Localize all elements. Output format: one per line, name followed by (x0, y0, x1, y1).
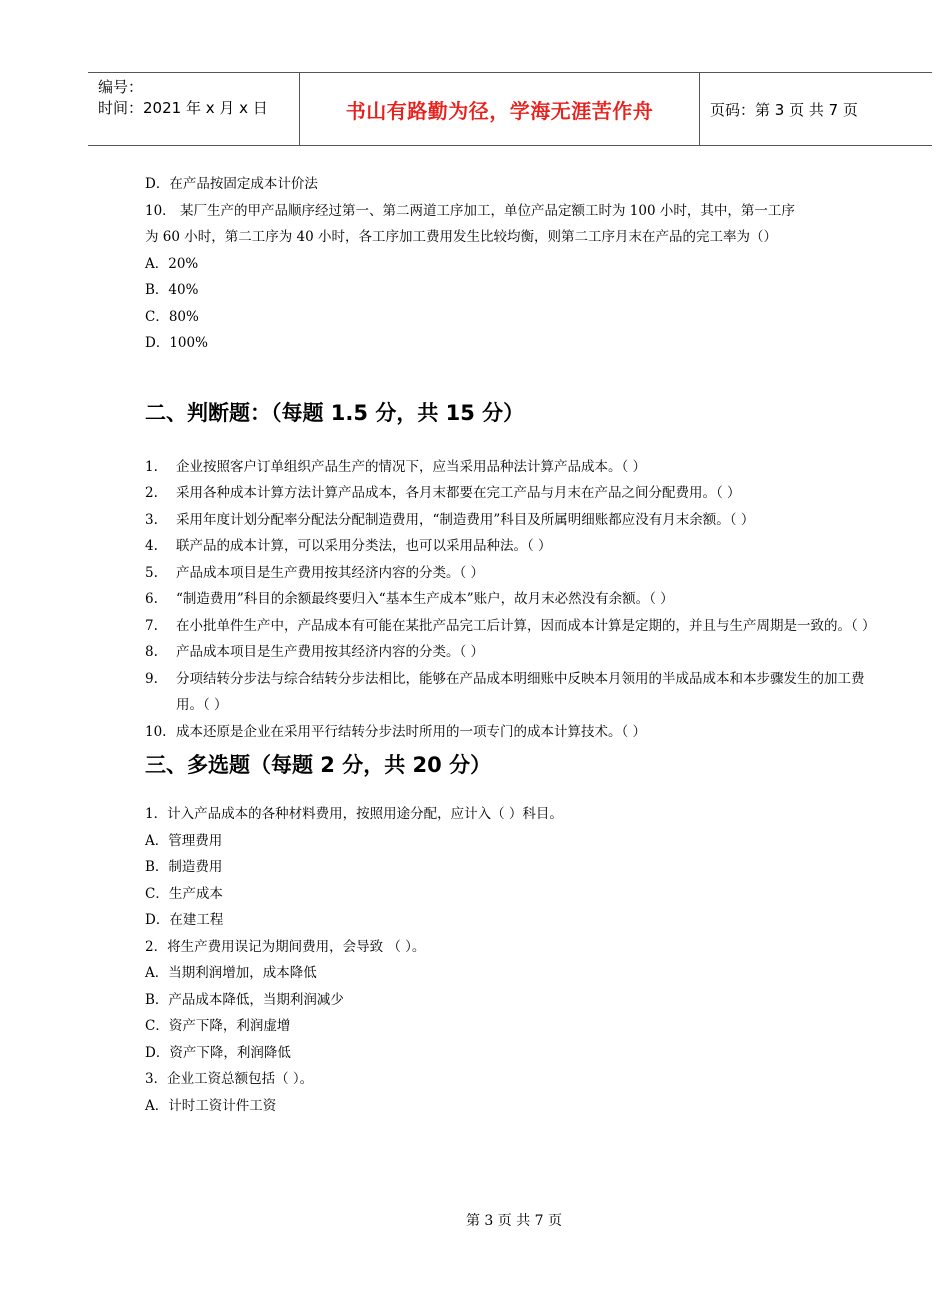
option-line: C．资产下降，利润虚增 (145, 1018, 291, 1034)
item-text: 企业按照客户订单组织产品生产的情况下，应当采用品种法计算产品成本。（ ） (176, 458, 647, 475)
question-10-line2: 为 60 小时，第二工序为 40 小时，各工序加工费用发生比较均衡，则第二工序月末在产品的完工率为（） (145, 229, 778, 245)
option-c: C．80% (145, 308, 199, 325)
list-item (145, 454, 880, 481)
item-number: 4. (145, 538, 158, 554)
list-item (145, 560, 880, 587)
question-2: 2．将生产费用误记为期间费用，会导致 （ ）。 (145, 938, 426, 955)
page-header (88, 72, 932, 146)
list-item (145, 639, 880, 666)
section2-list (145, 454, 880, 746)
option-line: A．管理费用 (145, 832, 223, 849)
option-line: A．当期利润增加，成本降低 (145, 965, 317, 981)
option-line: B．产品成本降低，当期利润减少 (145, 991, 344, 1008)
section3-list (145, 801, 880, 1119)
section3-title: 三、多选题（每题 2 分，共 20 分） (145, 753, 492, 777)
item-text: 产品成本项目是生产费用按其经济内容的分类。（ ） (176, 564, 485, 581)
option-line: B．制造费用 (145, 859, 223, 875)
item-number: 1. (145, 458, 158, 475)
item-number: 7. (145, 617, 158, 634)
number-label: 编号： (98, 78, 144, 96)
option-a: A．20% (145, 255, 199, 272)
item-number: 9. (145, 670, 158, 687)
option-line: D．资产下降，利润降低 (145, 1044, 291, 1061)
prev-option-d: D．在产品按固定成本计价法 (145, 176, 318, 192)
section1-tail (145, 171, 880, 357)
item-number: 8. (145, 644, 158, 660)
question-1: 1．计入产品成本的各种材料费用，按照用途分配，应计入（ ）科目。 (145, 806, 563, 822)
item-number: 10. (145, 723, 167, 740)
item-text: 采用年度计划分配率分配法分配制造费用，“制造费用”科目及所属明细账都应没有月末余额。（ ） (176, 511, 755, 528)
option-line: D．在建工程 (145, 912, 224, 928)
question-3: 3．企业工资总额包括（ ）。 (145, 1071, 314, 1087)
item-number: 3. (145, 511, 158, 528)
header-motto: 书山有路勤为径，学海无涯苦作舟 (300, 73, 700, 145)
section2-title: 二、判断题：（每题 1.5 分，共 15 分） (145, 400, 525, 425)
item-text: 联产品的成本计算，可以采用分类法，也可以采用品种法。（ ） (176, 538, 552, 554)
header-page-label: 页码：第 3 页 共 7 页 (710, 100, 858, 119)
item-text: 产品成本项目是生产费用按其经济内容的分类。（ ） (176, 644, 485, 660)
item-number: 6. (145, 591, 158, 607)
list-item (145, 666, 880, 719)
option-line: A．计时工资计件工资 (145, 1097, 277, 1114)
list-item (145, 480, 880, 507)
header-meta (88, 73, 300, 145)
document-body (145, 171, 880, 1119)
page-footer: 第 3 页 共 7 页 (465, 1213, 563, 1229)
item-text: 采用各种成本计算方法计算产品成本，各月末都要在完工产品与月末在产品之间分配费用。（ ） (176, 485, 741, 501)
item-text: 在小批单件生产中，产品成本有可能在某批产品完工后计算，因而成本计算是定期的，并且与生产周期是一致的。（ ） (176, 617, 876, 634)
item-text: 成本还原是企业在采用平行结转分步法时所用的一项专门的成本计算技术。（ ） (176, 723, 647, 740)
item-text: “制造费用”科目的余额最终要归入“基本生产成本”账户，故月末必然没有余额。（ ） (176, 591, 674, 607)
list-item (145, 586, 880, 613)
item-number: 2. (145, 485, 158, 501)
question-10-line1: 10． 某厂生产的甲产品顺序经过第一、第二两道工序加工，单位产品定额工时为 100 小时，其中，第一工序 (145, 202, 795, 219)
item-text: 分项结转分步法与综合结转分步法相比，能够在产品成本明细账中反映本月领用的半成品成本和本步骤发生的加工费用。（ ） (176, 670, 865, 713)
list-item (145, 613, 880, 640)
time-label: 时间：2021 年 x 月 x 日 (98, 99, 268, 117)
list-item (145, 719, 880, 746)
option-d: D．100% (145, 335, 208, 351)
option-b: B．40% (145, 282, 199, 298)
option-line: C．生产成本 (145, 885, 223, 902)
list-item (145, 533, 880, 560)
list-item (145, 507, 880, 534)
item-number: 5. (145, 564, 158, 581)
